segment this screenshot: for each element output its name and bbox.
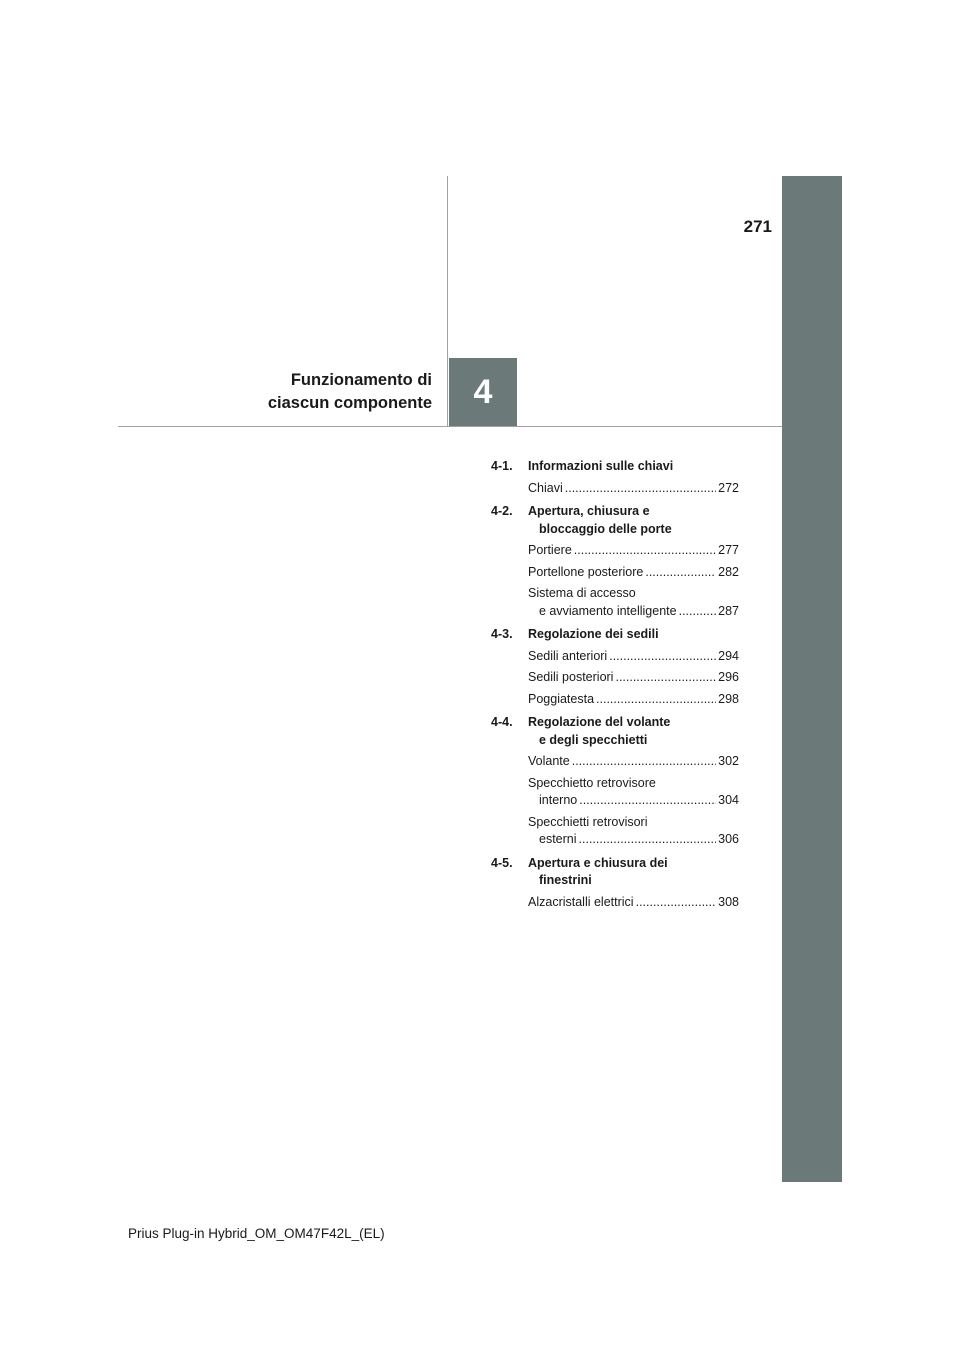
- toc-section-title-line: e degli specchietti: [539, 732, 648, 747]
- toc-entry-label: Sedili anteriori: [528, 648, 608, 663]
- chapter-title: [200, 369, 432, 415]
- toc-entry[interactable]: [528, 542, 739, 560]
- chapter-title-line: Funzionamento di: [290, 371, 432, 389]
- toc-section-number: 4-5.: [491, 855, 513, 870]
- toc-section-heading[interactable]: [491, 714, 739, 749]
- toc-section-title-line: Apertura e chiusura dei: [528, 855, 668, 870]
- toc-section-title: [528, 714, 739, 749]
- toc-entry[interactable]: [528, 894, 739, 912]
- toc-section-heading[interactable]: [491, 626, 739, 644]
- toc-entry-page: 306: [718, 832, 739, 846]
- toc-section-heading[interactable]: [491, 855, 739, 890]
- toc-section-title-line: finestrini: [539, 873, 592, 887]
- toc-entry[interactable]: [528, 753, 739, 771]
- toc-section-title-line: bloccaggio delle porte: [539, 521, 672, 536]
- toc-section-title-line: Regolazione dei sedili: [528, 627, 659, 641]
- toc-entry-label: Alzacristalli elettrici: [528, 894, 634, 909]
- toc-dot-leader: [596, 691, 716, 709]
- toc-entry-label: e avviamento intelligente: [539, 603, 677, 618]
- toc-entry-page: 296: [718, 670, 739, 684]
- toc-dot-leader: [609, 648, 716, 666]
- toc-entry-label: Poggiatesta: [528, 691, 595, 706]
- toc-entry[interactable]: [528, 814, 739, 849]
- toc-entry-label: Chiavi: [528, 480, 563, 495]
- vertical-divider: [447, 176, 448, 426]
- toc-section: [491, 855, 739, 912]
- toc-section: [491, 458, 739, 497]
- toc-dot-leader: [645, 564, 716, 582]
- toc-section-title: [528, 503, 739, 538]
- toc-entry-page: 308: [718, 894, 739, 909]
- toc-entry[interactable]: [528, 585, 739, 620]
- toc-section-number: 4-2.: [491, 504, 513, 518]
- toc-section-title-line: Apertura, chiusura e: [528, 504, 650, 518]
- toc-section-number: 4-3.: [491, 627, 513, 641]
- toc-entry-label: Sedili posteriori: [528, 670, 614, 684]
- table-of-contents: [491, 458, 739, 917]
- toc-section-heading[interactable]: [491, 458, 739, 476]
- toc-section: [491, 626, 739, 708]
- toc-entry-label: esterni: [539, 832, 577, 846]
- toc-entry[interactable]: [528, 775, 739, 810]
- toc-section-title-line: Regolazione del volante: [528, 715, 671, 729]
- toc-dot-leader: [636, 894, 717, 912]
- toc-entry-page: 287: [718, 603, 739, 618]
- toc-dot-leader: [579, 831, 717, 849]
- toc-entry-label-line: Sistema di accesso: [528, 586, 636, 600]
- toc-entry[interactable]: [528, 669, 739, 687]
- horizontal-divider: [118, 426, 782, 427]
- toc-section-heading[interactable]: [491, 503, 739, 538]
- page-number: 271: [743, 217, 772, 236]
- toc-entry-page: 277: [718, 543, 739, 557]
- chapter-title-line: ciascun componente: [267, 394, 432, 412]
- toc-dot-leader: [572, 753, 716, 771]
- toc-section: [491, 714, 739, 849]
- toc-section-number: 4-1.: [491, 459, 513, 473]
- toc-entry-page: 298: [718, 691, 739, 706]
- toc-entry-page: 302: [718, 754, 739, 768]
- toc-section-title-line: Informazioni sulle chiavi: [528, 459, 674, 473]
- toc-entry[interactable]: [528, 691, 739, 709]
- toc-entry-label-line: Specchietti retrovisori: [528, 814, 648, 829]
- toc-entry-page: 272: [718, 480, 739, 495]
- toc-dot-leader: [579, 792, 716, 810]
- toc-entry[interactable]: [528, 480, 739, 498]
- toc-entry-page: 282: [718, 564, 739, 579]
- chapter-number-box: [449, 358, 517, 426]
- footer-doc-id: Prius Plug-in Hybrid_OM_OM47F42L_(EL): [128, 1226, 385, 1241]
- toc-entry-label: Volante: [528, 754, 570, 768]
- toc-entry-page: 294: [718, 648, 739, 663]
- toc-dot-leader: [565, 480, 716, 498]
- toc-section-title: [528, 458, 739, 476]
- toc-entry-page: 304: [718, 793, 739, 807]
- toc-dot-leader: [679, 603, 717, 621]
- toc-entry-label-line: Specchietto retrovisore: [528, 775, 656, 790]
- toc-section-title: [528, 855, 739, 890]
- toc-entry-label: Portellone posteriore: [528, 564, 644, 579]
- toc-dot-leader: [615, 669, 716, 687]
- toc-entry[interactable]: [528, 648, 739, 666]
- toc-entry-label: interno: [539, 793, 578, 807]
- toc-entry-label: Portiere: [528, 543, 572, 557]
- toc-section-number: 4-4.: [491, 715, 513, 729]
- toc-dot-leader: [574, 542, 716, 560]
- toc-section: [491, 503, 739, 620]
- toc-entry[interactable]: [528, 564, 739, 582]
- chapter-side-band: [782, 176, 842, 1182]
- chapter-number: 4: [473, 372, 493, 411]
- toc-section-title: [528, 626, 739, 644]
